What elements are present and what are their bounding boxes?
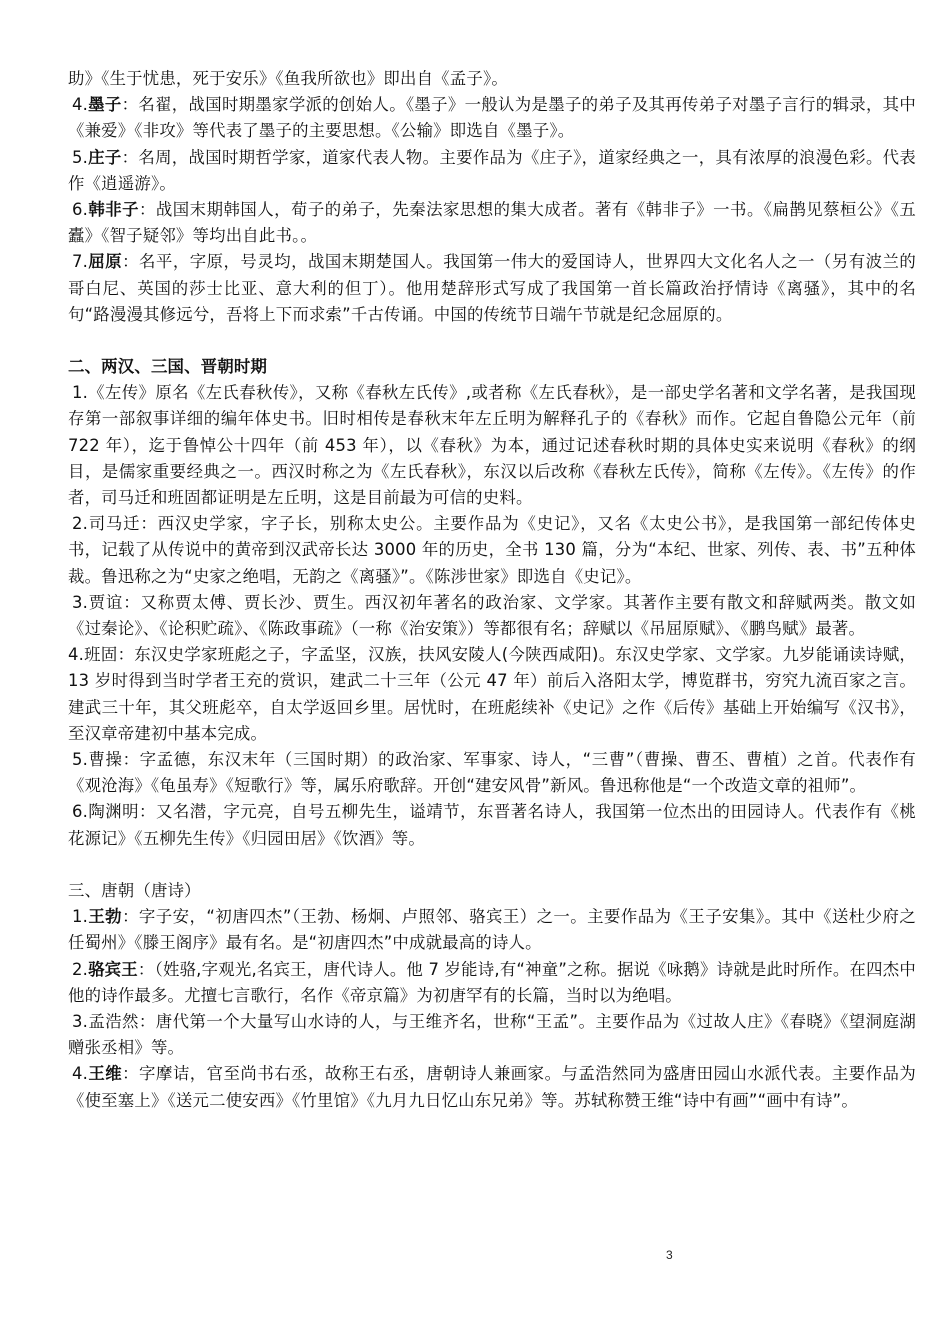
term: 庄子 xyxy=(88,147,122,167)
document-page xyxy=(68,66,916,1114)
paragraph: 6.韩非子：战国末期韩国人，荀子的弟子，先秦法家思想的集大成者。著有《韩非子》一书。《扁鹊见蔡桓公》《五蠹》《智子疑邻》等均出自此书。。 xyxy=(68,200,916,246)
term: 骆宾王 xyxy=(88,959,138,979)
paragraph: 3.贾谊：又称贾太傅、贾长沙、贾生。西汉初年著名的政治家、文学家。其著作主要有散文和辞赋两类。散文如《过秦论》、《论积贮疏》、《陈政事疏》（一称《治安策》）等都很有名；辞赋以《吊屈原赋》、《鹏鸟赋》最著。 xyxy=(68,592,916,639)
paragraph: 7.屈原：名平，字原，号灵均，战国末期楚国人。我国第一伟大的爱国诗人，世界四大文化名人之一（另有波兰的哥白尼、英国的莎士比亚、意大利的但丁）。他用楚辞形式写成了我国第一首长篇政治抒情诗《离骚》，其中的名句“路漫漫其修远兮，吾将上下而求索”千古传诵。中国的传统节日端午节就是纪念屈原的。 xyxy=(68,252,916,324)
paragraph: 2.骆宾王：（姓骆,字观光,名宾王，唐代诗人。他 7 岁能诗,有“神童”之称。据说《咏鹅》诗就是此时所作。在四杰中他的诗作最多。尤擅七言歌行，名作《帝京篇》为初唐罕有的长篇，当时以为绝唱。 xyxy=(68,959,916,1005)
page-number: 3 xyxy=(666,1248,673,1262)
paragraph: 3.孟浩然：唐代第一个大量写山水诗的人，与王维齐名，世称“王孟”。主要作品为《过故人庄》《春晓》《望洞庭湖赠张丞相》等。 xyxy=(68,1011,916,1058)
section-heading: 三、唐朝（唐诗） xyxy=(68,880,201,900)
term: 王勃 xyxy=(88,907,123,927)
paragraph: 助》《生于忧患，死于安乐》《鱼我所欲也》即出自《孟子》。 xyxy=(68,69,508,88)
paragraph: 4.班固：东汉史学家班彪之子，字孟坚，汉族，扶风安陵人(今陕西咸阳)。东汉史学家、文学家。九岁能诵读诗赋，13 岁时得到当时学者王充的赏识，建武二十三年（公元 47 年）前后入洛阳太学，博览群书，穷究九流百家之言。建武三十年，其父班彪卒，自太学返回乡里。居忧时，在班彪续补《史记》之作《后传》基础上开始编写《汉书》，至汉章帝建初中基本完成。 xyxy=(68,645,916,743)
paragraph: 4.墨子：名翟，战国时期墨家学派的创始人。《墨子》一般认为是墨子的弟子及其再传弟子对墨子言行的辑录，其中《兼爱》《非攻》等代表了墨子的主要思想。《公输》即选自《墨子》。 xyxy=(68,95,916,141)
term: 屈原 xyxy=(88,252,123,272)
term: 王维 xyxy=(88,1064,123,1084)
term: 韩非子 xyxy=(88,200,140,220)
paragraph: 6.陶渊明：又名潜，字元亮，自号五柳先生，谥靖节，东晋著名诗人，我国第一位杰出的田园诗人。代表作有《桃花源记》《五柳先生传》《归园田居》《饮酒》等。 xyxy=(68,802,916,848)
paragraph: 2.司马迁：西汉史学家，字子长，别称太史公。主要作品为《史记》，又名《太史公书》，是我国第一部纪传体史书，记载了从传说中的黄帝到汉武帝长达 3000 年的历史，全书 130 篇，分为“本纪、世家、列传、表、书”五种体裁。鲁迅称之为“史家之绝唱，无韵之《离骚》”。《陈涉世家》即选自《史记》。 xyxy=(68,514,916,586)
paragraph: 5.庄子：名周，战国时期哲学家，道家代表人物。主要作品为《庄子》，道家经典之一，具有浓厚的浪漫色彩。代表作《逍遥游》。 xyxy=(68,147,916,193)
paragraph: 1.王勃：字子安，“初唐四杰”（王勃、杨炯、卢照邻、骆宾王）之一。主要作品为《王子安集》。其中《送杜少府之任蜀州》《滕王阁序》最有名。是“初唐四杰”中成就最高的诗人。 xyxy=(68,907,916,953)
section-heading: 二、两汉、三国、晋朝时期 xyxy=(68,357,268,377)
paragraph: 4.王维：字摩诘，官至尚书右丞，故称王右丞，唐朝诗人兼画家。与孟浩然同为盛唐田园山水派代表。主要作品为《使至塞上》《送元二使安西》《竹里馆》《九月九日忆山东兄弟》等。苏轼称赞王维“诗中有画”“画中有诗”。 xyxy=(68,1064,916,1110)
paragraph: 5.曹操：字孟德，东汉末年（三国时期）的政治家、军事家、诗人，“三曹”（曹操、曹丕、曹植）之首。代表作有《观沧海》《龟虽寿》《短歌行》等，属乐府歌辞。开创“建安风骨”新风。鲁迅称他是“一个改造文章的祖师”。 xyxy=(68,750,916,796)
paragraph: 1.《左传》原名《左氏春秋传》，又称《春秋左氏传》,或者称《左氏春秋》，是一部史学名著和文学名著，是我国现存第一部叙事详细的编年体史书。旧时相传是春秋末年左丘明为解释孔子的《春秋》而作。它起自鲁隐公元年（前 722 年），迄于鲁悼公十四年（前 453 年），以《春秋》为本，通过记述春秋时期的具体史实来说明《春秋》的纲目，是儒家重要经典之一。西汉时称之为《左氏春秋》，东汉以后改称《春秋左氏传》，简称《左传》。《左传》的作者，司马迁和班固都证明是左丘明，这是目前最为可信的史料。 xyxy=(68,383,916,508)
term: 墨子 xyxy=(88,95,122,115)
